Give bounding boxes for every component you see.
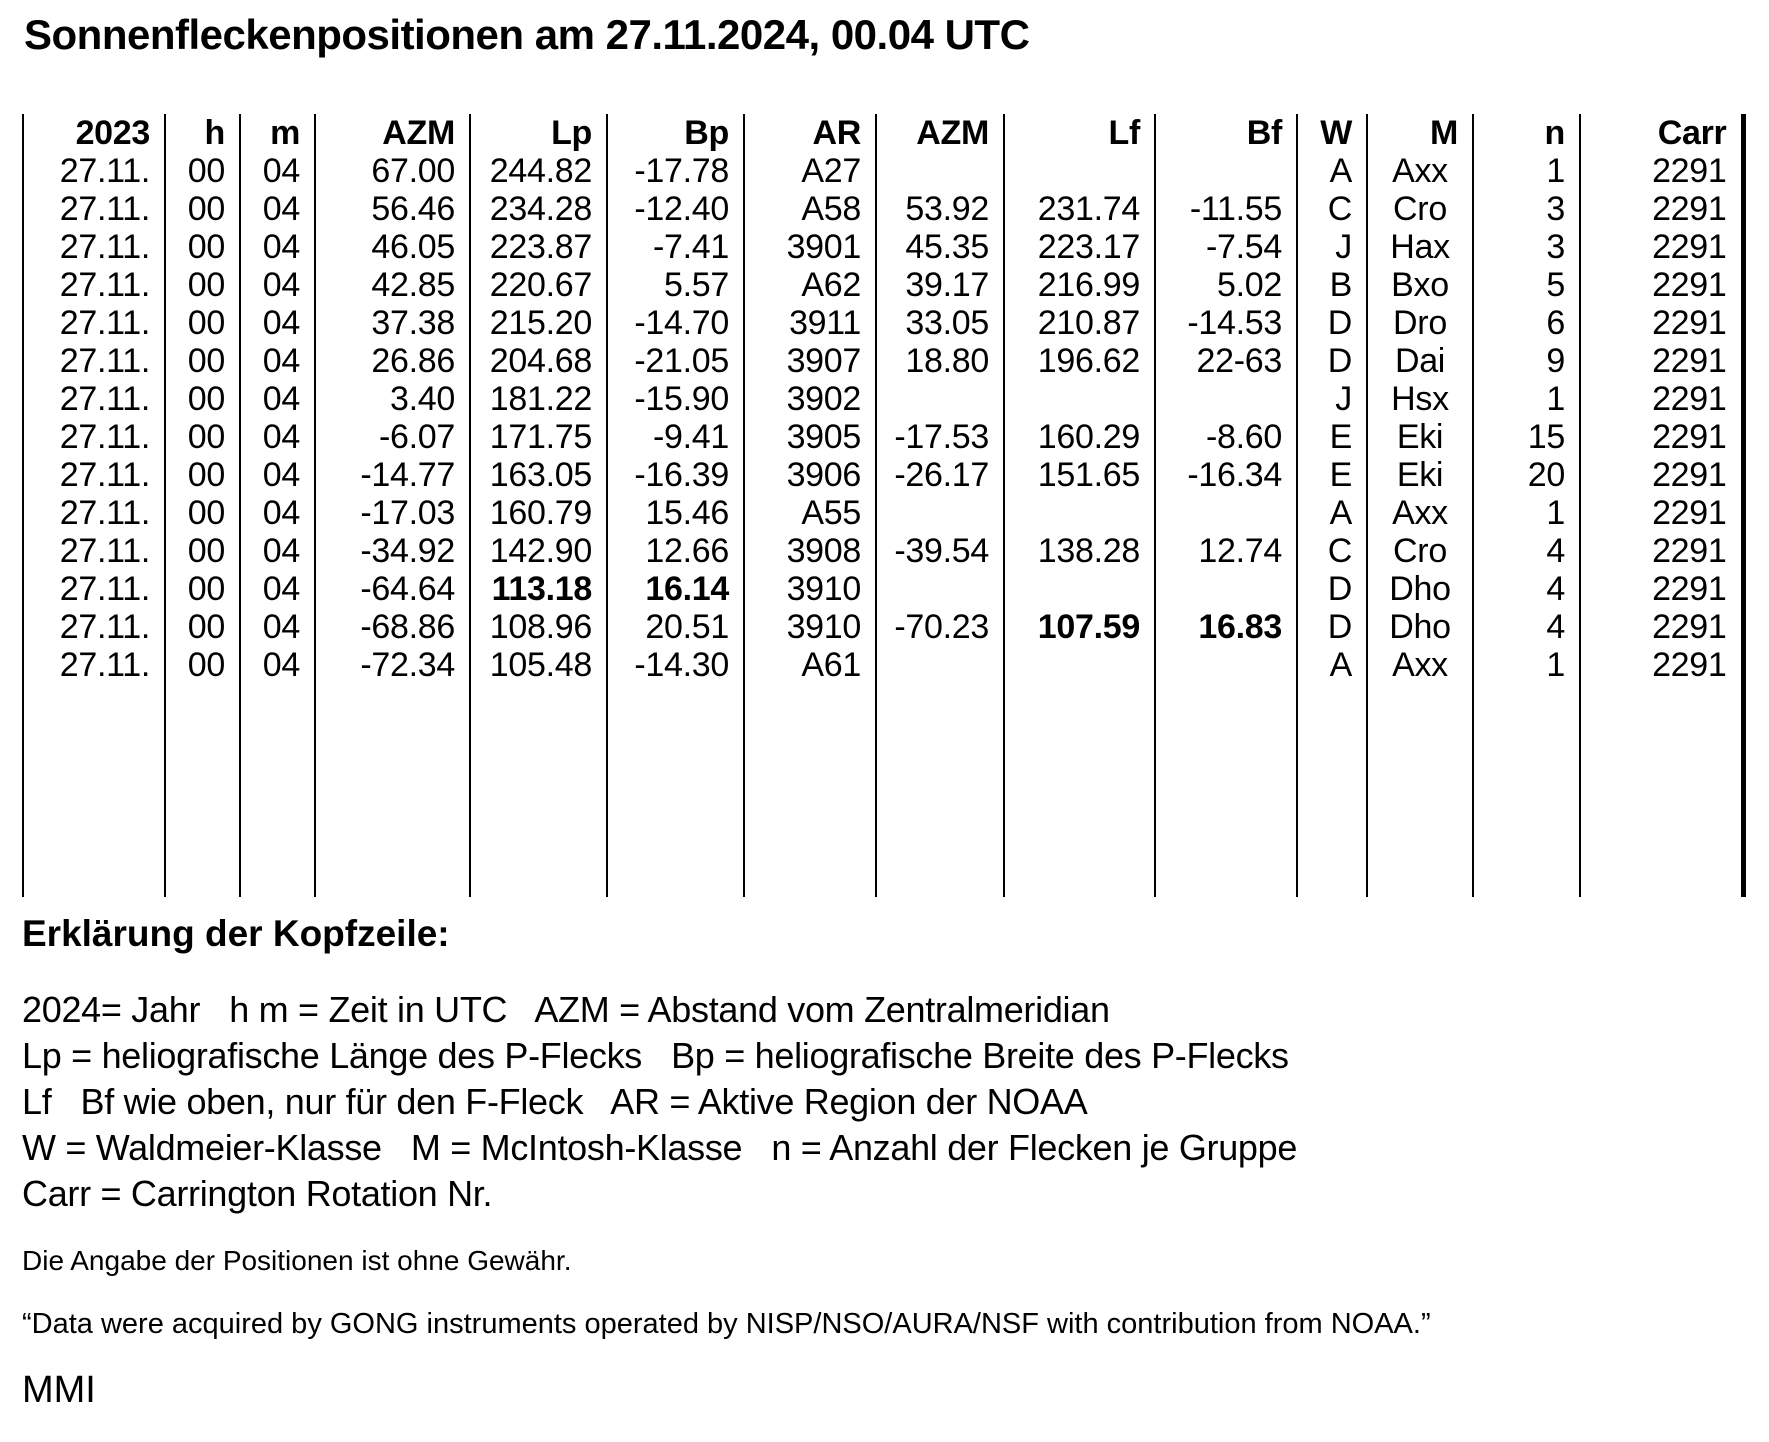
table-cell: 04	[240, 646, 315, 684]
table-cell: 12.74	[1155, 532, 1297, 570]
table-cell: 234.28	[470, 190, 607, 228]
table-cell: 3.40	[315, 380, 470, 418]
table-cell: -7.41	[607, 228, 744, 266]
table-cell: 3910	[744, 608, 876, 646]
table-cell: 27.11.	[23, 570, 165, 608]
table-row	[23, 456, 1743, 494]
table-cell	[876, 646, 1004, 684]
gong-data-credit: “Data were acquired by GONG instruments operated by NISP/NSO/AURA/NSF with contribution from NOAA.”	[22, 1308, 1431, 1340]
table-cell: 56.46	[315, 190, 470, 228]
table-cell: -17.78	[607, 152, 744, 190]
table-cell: 27.11.	[23, 228, 165, 266]
table-row	[23, 380, 1743, 418]
table-cell: 00	[165, 266, 240, 304]
table-cell	[1155, 570, 1297, 608]
table-spacer-cell	[1580, 684, 1743, 897]
table-cell: 00	[165, 646, 240, 684]
table-cell: C	[1297, 532, 1367, 570]
table-cell: Hsx	[1367, 380, 1473, 418]
table-cell: 04	[240, 342, 315, 380]
table-spacer-cell	[470, 684, 607, 897]
explanation-line: Lp = heliografische Länge des P-Flecks Bp = heliografische Breite des P-Flecks	[22, 1035, 1289, 1076]
table-cell	[1004, 494, 1155, 532]
table-cell: 16.83	[1155, 608, 1297, 646]
table-cell: 138.28	[1004, 532, 1155, 570]
table-cell: 107.59	[1004, 608, 1155, 646]
table-row	[23, 266, 1743, 304]
table-cell: 3906	[744, 456, 876, 494]
table-cell: 2291	[1580, 266, 1743, 304]
table-cell: -26.17	[876, 456, 1004, 494]
table-cell: 3911	[744, 304, 876, 342]
table-cell: 223.87	[470, 228, 607, 266]
table-cell: -39.54	[876, 532, 1004, 570]
column-header-bp-5: Bp	[607, 114, 744, 152]
table-cell: -6.07	[315, 418, 470, 456]
table-cell: 00	[165, 304, 240, 342]
table-cell	[876, 152, 1004, 190]
table-cell: -15.90	[607, 380, 744, 418]
table-cell: 2291	[1580, 456, 1743, 494]
table-cell: 18.80	[876, 342, 1004, 380]
table-cell: 2291	[1580, 380, 1743, 418]
table-cell: Hax	[1367, 228, 1473, 266]
table-row	[23, 646, 1743, 684]
table-cell: 27.11.	[23, 152, 165, 190]
table-spacer-cell	[1155, 684, 1297, 897]
table-cell: 39.17	[876, 266, 1004, 304]
table-cell	[876, 380, 1004, 418]
table-cell: 00	[165, 228, 240, 266]
header-explanation	[22, 987, 1769, 1217]
page-title: Sonnenfleckenpositionen am 27.11.2024, 00.04 UTC	[24, 11, 1030, 58]
table-cell: 12.66	[607, 532, 744, 570]
table-cell: A58	[744, 190, 876, 228]
table-cell: -14.77	[315, 456, 470, 494]
table-cell: Bxo	[1367, 266, 1473, 304]
table-cell: 151.65	[1004, 456, 1155, 494]
table-spacer-cell	[1367, 684, 1473, 897]
table-cell: 00	[165, 418, 240, 456]
table-cell: Dai	[1367, 342, 1473, 380]
table-cell: 27.11.	[23, 532, 165, 570]
table-cell: 105.48	[470, 646, 607, 684]
table-cell	[1004, 152, 1155, 190]
table-cell: -16.34	[1155, 456, 1297, 494]
table-header-row	[23, 114, 1743, 152]
table-cell: 142.90	[470, 532, 607, 570]
table-cell: 04	[240, 494, 315, 532]
table-cell: -68.86	[315, 608, 470, 646]
table-cell: 27.11.	[23, 380, 165, 418]
table-row	[23, 418, 1743, 456]
table-cell: 27.11.	[23, 608, 165, 646]
table-cell: 223.17	[1004, 228, 1155, 266]
table-cell	[1155, 380, 1297, 418]
table-spacer-cell	[1297, 684, 1367, 897]
table-cell: 204.68	[470, 342, 607, 380]
table-cell: 00	[165, 532, 240, 570]
table-cell: 04	[240, 532, 315, 570]
table-cell: 3910	[744, 570, 876, 608]
table-row	[23, 342, 1743, 380]
table-cell: 00	[165, 608, 240, 646]
table-cell: 1	[1473, 152, 1580, 190]
table-cell: -70.23	[876, 608, 1004, 646]
table-cell: 27.11.	[23, 266, 165, 304]
table-cell: -14.70	[607, 304, 744, 342]
table-cell: 2291	[1580, 228, 1743, 266]
table-cell: 16.14	[607, 570, 744, 608]
table-cell: 2291	[1580, 494, 1743, 532]
column-header-carr-13: Carr	[1580, 114, 1743, 152]
table-cell: 163.05	[470, 456, 607, 494]
table-cell: J	[1297, 380, 1367, 418]
table-cell: Cro	[1367, 532, 1473, 570]
table-cell: 4	[1473, 570, 1580, 608]
table-cell: 5	[1473, 266, 1580, 304]
column-header-bf-9: Bf	[1155, 114, 1297, 152]
table-cell: B	[1297, 266, 1367, 304]
table-cell: 04	[240, 152, 315, 190]
table-cell: 04	[240, 608, 315, 646]
table-cell: Dho	[1367, 608, 1473, 646]
table-cell: 6	[1473, 304, 1580, 342]
table-cell: 27.11.	[23, 304, 165, 342]
table-cell: -21.05	[607, 342, 744, 380]
table-cell	[1155, 646, 1297, 684]
table-cell: 171.75	[470, 418, 607, 456]
column-header-2023-0: 2023	[23, 114, 165, 152]
table-cell: 3	[1473, 190, 1580, 228]
table-cell: A27	[744, 152, 876, 190]
table-cell: 20.51	[607, 608, 744, 646]
table-cell: 196.62	[1004, 342, 1155, 380]
column-header-m-11: M	[1367, 114, 1473, 152]
table-cell	[876, 494, 1004, 532]
table-cell: 67.00	[315, 152, 470, 190]
table-row	[23, 608, 1743, 646]
table-cell: 15	[1473, 418, 1580, 456]
table-cell: 2291	[1580, 342, 1743, 380]
table-cell: 04	[240, 570, 315, 608]
table-cell: 215.20	[470, 304, 607, 342]
table-cell	[1004, 570, 1155, 608]
table-cell: Axx	[1367, 152, 1473, 190]
table-cell: 181.22	[470, 380, 607, 418]
table-cell: 53.92	[876, 190, 1004, 228]
table-cell: 00	[165, 570, 240, 608]
table-cell: D	[1297, 570, 1367, 608]
table-cell: -17.53	[876, 418, 1004, 456]
table-cell: J	[1297, 228, 1367, 266]
table-cell: 5.57	[607, 266, 744, 304]
table-cell: -17.03	[315, 494, 470, 532]
table-spacer-row	[23, 684, 1743, 897]
table-cell: 3901	[744, 228, 876, 266]
table-cell: -12.40	[607, 190, 744, 228]
table-cell: 04	[240, 228, 315, 266]
table-cell: -34.92	[315, 532, 470, 570]
table-cell	[1155, 494, 1297, 532]
table-cell: 3905	[744, 418, 876, 456]
table-cell: E	[1297, 418, 1367, 456]
table-row	[23, 304, 1743, 342]
table-cell: -72.34	[315, 646, 470, 684]
table-cell: A	[1297, 646, 1367, 684]
table-cell: 27.11.	[23, 190, 165, 228]
table-cell: 113.18	[470, 570, 607, 608]
sunspot-position-table	[22, 114, 1746, 897]
table-cell: 4	[1473, 608, 1580, 646]
table-cell: 27.11.	[23, 418, 165, 456]
table-cell: 04	[240, 380, 315, 418]
table-cell: 00	[165, 342, 240, 380]
table-cell: 3902	[744, 380, 876, 418]
table-cell: 3	[1473, 228, 1580, 266]
table-cell: -14.30	[607, 646, 744, 684]
table-cell: Dro	[1367, 304, 1473, 342]
table-cell: 2291	[1580, 418, 1743, 456]
table-cell	[1155, 152, 1297, 190]
table-body	[23, 152, 1743, 897]
table-spacer-cell	[23, 684, 165, 897]
table-cell: 42.85	[315, 266, 470, 304]
table-cell: 3907	[744, 342, 876, 380]
table-cell: -7.54	[1155, 228, 1297, 266]
column-header-m-2: m	[240, 114, 315, 152]
table-cell	[1004, 646, 1155, 684]
column-header-w-10: W	[1297, 114, 1367, 152]
table-cell: -16.39	[607, 456, 744, 494]
explanation-line: Carr = Carrington Rotation Nr.	[22, 1173, 493, 1214]
table-spacer-cell	[876, 684, 1004, 897]
explanation-line: W = Waldmeier-Klasse M = McIntosh-Klasse n = Anzahl der Flecken je Gruppe	[22, 1127, 1298, 1168]
table-cell: A55	[744, 494, 876, 532]
table-spacer-cell	[240, 684, 315, 897]
table-cell: 160.79	[470, 494, 607, 532]
explanation-line: 2024= Jahr h m = Zeit in UTC AZM = Abstand vom Zentralmeridian	[22, 989, 1110, 1030]
table-cell: Axx	[1367, 646, 1473, 684]
table-cell: 26.86	[315, 342, 470, 380]
table-cell: E	[1297, 456, 1367, 494]
table-cell: 00	[165, 494, 240, 532]
table-cell: 244.82	[470, 152, 607, 190]
table-row	[23, 228, 1743, 266]
table-row	[23, 152, 1743, 190]
table-cell: 2291	[1580, 152, 1743, 190]
explanation-line: Lf Bf wie oben, nur für den F-Fleck AR = Aktive Region der NOAA	[22, 1081, 1088, 1122]
table-spacer-cell	[1473, 684, 1580, 897]
table-row	[23, 190, 1743, 228]
column-header-ar-6: AR	[744, 114, 876, 152]
author-signature: MMI	[22, 1369, 96, 1411]
table-cell	[876, 570, 1004, 608]
table-cell: 27.11.	[23, 494, 165, 532]
table-cell: 231.74	[1004, 190, 1155, 228]
table-cell: 9	[1473, 342, 1580, 380]
table-cell: 3908	[744, 532, 876, 570]
table-cell: 46.05	[315, 228, 470, 266]
table-spacer-cell	[744, 684, 876, 897]
table-cell: Dho	[1367, 570, 1473, 608]
table-cell: 37.38	[315, 304, 470, 342]
table-cell: A	[1297, 494, 1367, 532]
table-cell: 22-63	[1155, 342, 1297, 380]
table-cell: 00	[165, 152, 240, 190]
table-cell: 00	[165, 380, 240, 418]
table-cell: 4	[1473, 532, 1580, 570]
table-cell: 2291	[1580, 570, 1743, 608]
table-cell: 04	[240, 304, 315, 342]
table-cell: 20	[1473, 456, 1580, 494]
table-cell: A62	[744, 266, 876, 304]
column-header-lf-8: Lf	[1004, 114, 1155, 152]
table-cell: 160.29	[1004, 418, 1155, 456]
table-cell: -64.64	[315, 570, 470, 608]
table-cell: -14.53	[1155, 304, 1297, 342]
column-header-azm-3: AZM	[315, 114, 470, 152]
table-cell: Eki	[1367, 456, 1473, 494]
table-cell: D	[1297, 342, 1367, 380]
table-cell	[1004, 380, 1155, 418]
table-cell: 2291	[1580, 646, 1743, 684]
table-cell: 220.67	[470, 266, 607, 304]
table-spacer-cell	[1004, 684, 1155, 897]
table-cell: 27.11.	[23, 646, 165, 684]
table-row	[23, 532, 1743, 570]
table-cell: 210.87	[1004, 304, 1155, 342]
table-cell: 00	[165, 190, 240, 228]
table-cell: 27.11.	[23, 342, 165, 380]
table-cell: 00	[165, 456, 240, 494]
table-cell: -11.55	[1155, 190, 1297, 228]
table-cell: 15.46	[607, 494, 744, 532]
table-cell: 2291	[1580, 304, 1743, 342]
table-cell: 1	[1473, 380, 1580, 418]
table-cell: A	[1297, 152, 1367, 190]
table-cell: 27.11.	[23, 456, 165, 494]
column-header-n-12: n	[1473, 114, 1580, 152]
table-cell: C	[1297, 190, 1367, 228]
table-cell: 2291	[1580, 532, 1743, 570]
table-cell: 04	[240, 190, 315, 228]
column-header-h-1: h	[165, 114, 240, 152]
table-cell: 04	[240, 266, 315, 304]
table-cell: Cro	[1367, 190, 1473, 228]
column-header-azm-7: AZM	[876, 114, 1004, 152]
table-cell: Eki	[1367, 418, 1473, 456]
table-row	[23, 570, 1743, 608]
table-cell: 2291	[1580, 190, 1743, 228]
table-row	[23, 494, 1743, 532]
table-cell: D	[1297, 608, 1367, 646]
position-disclaimer: Die Angabe der Positionen ist ohne Gewähr.	[22, 1245, 572, 1276]
table-cell: D	[1297, 304, 1367, 342]
table-spacer-cell	[165, 684, 240, 897]
table-cell: 45.35	[876, 228, 1004, 266]
table-cell: 1	[1473, 646, 1580, 684]
explanation-heading: Erklärung der Kopfzeile:	[22, 913, 450, 954]
table-cell: 1	[1473, 494, 1580, 532]
table-spacer-cell	[315, 684, 470, 897]
table-cell: -9.41	[607, 418, 744, 456]
table-spacer-cell	[607, 684, 744, 897]
table-cell: 33.05	[876, 304, 1004, 342]
table-cell: 04	[240, 418, 315, 456]
table-cell: 216.99	[1004, 266, 1155, 304]
table-cell: Axx	[1367, 494, 1473, 532]
table-cell: 5.02	[1155, 266, 1297, 304]
table-cell: 04	[240, 456, 315, 494]
table-cell: 2291	[1580, 608, 1743, 646]
table-cell: 108.96	[470, 608, 607, 646]
table-cell: A61	[744, 646, 876, 684]
table-cell: -8.60	[1155, 418, 1297, 456]
column-header-lp-4: Lp	[470, 114, 607, 152]
